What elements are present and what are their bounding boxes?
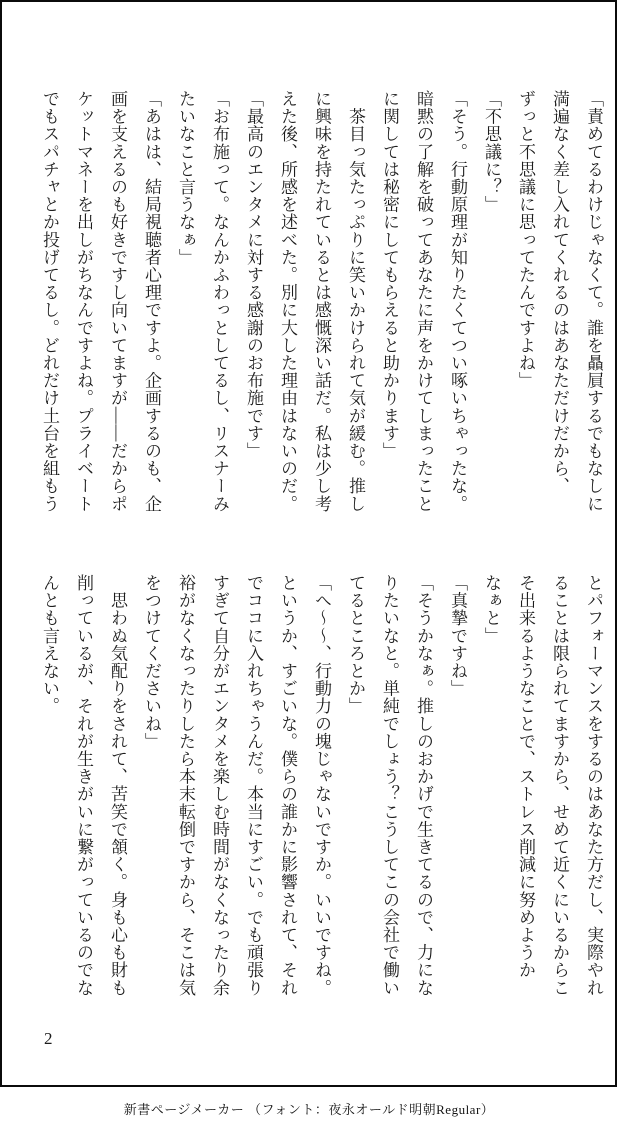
footer-caption: 新書ページメーカー （フォント：夜永オールド明朝Regular） [123, 1102, 495, 1117]
text-line: 茶目っ気たっぷりに笑いかけられて気が緩む。推し [346, 90, 365, 513]
text-line: なぁと」 [482, 574, 501, 645]
text-line: 「責めてるわけじゃなくて。誰を贔屓するでもなしに [584, 90, 603, 513]
text-line: そ出来るようなことで、ストレス削減に努めようか [516, 574, 535, 979]
text-line: たいなこと言うなぁ」 [176, 90, 195, 266]
text-line: をつけてくださいね」 [142, 574, 161, 750]
text-line: ることは限られてますから、せめて近くにいるからこ [550, 574, 569, 997]
text-block-bottom [32, 574, 610, 999]
text-line: でココに入れちゃうんだ。本当にすごい。でも頑張り [244, 574, 263, 997]
text-line: 「そうかなぁ。推しのおかげで生きてるので、力にな [414, 574, 433, 997]
page-number: 2 [44, 1029, 53, 1048]
text-line: 「不思議に？」 [482, 90, 501, 214]
text-line: 「そう。行動原理が知りたくてつい啄いちゃったな。 [448, 90, 467, 513]
text-line: りたいなと。単純でしょう？こうしてこの会社で働い [380, 574, 399, 997]
text-line: 削っているが、それが生きがいに繋がっているのでな [74, 574, 93, 997]
text-line: えた後、所感を述べた。別に大した理由はないのだ。 [278, 90, 297, 513]
text-block-top [32, 90, 610, 515]
text-line: 「へ～～、行動力の塊じゃないですか。いいですね。 [312, 574, 331, 997]
text-line: でもスパチャとか投げてるし。どれだけ土台を組もう [40, 90, 59, 513]
text-line: 裕がなくなったりしたら本末転倒ですから、そこは気 [176, 574, 195, 997]
text-line: 「あはは、結局視聴者心理ですよ。企画するのも、企 [142, 90, 161, 513]
text-line: 「最高のエンタメに対する感謝のお布施です」 [244, 90, 263, 460]
text-line: というか、すごいな。僕らの誰かに影響されて、それ [278, 574, 297, 997]
text-line: 「お布施って。なんかふわっとしてるし、リスナーみ [210, 90, 229, 513]
text-line: ケットマネーを出しがちなんですよね。プライベート [74, 90, 93, 513]
text-line: 思わぬ気配りをされて、苦笑で頷く。身も心も財も [108, 574, 127, 997]
text-line: んとも言えない。 [40, 574, 59, 715]
text-line: すぎて自分がエンタメを楽しむ時間がなくなったり余 [210, 574, 229, 997]
text-line: とパフォーマンスをするのはあなた方だし、実際やれ [584, 574, 603, 997]
text-line: ずっと不思議に思ってたんですよね」 [516, 90, 535, 390]
text-line: 「真摯ですね」 [448, 574, 467, 698]
text-line: 満遍なく差し入れてくれるのはあなただけだから、 [550, 90, 569, 495]
text-line: に興味を持たれているとは感慨深い話だ。私は少し考 [312, 90, 331, 513]
text-line: てるところとか」 [346, 574, 365, 715]
text-line: 画を支えるのも好きですし向いてますが――だからポ [108, 90, 127, 513]
text-line: 暗黙の了解を破ってあなたに声をかけてしまったこと [414, 90, 433, 513]
text-line: に関しては秘密にしてもらえると助かります」 [380, 90, 399, 460]
